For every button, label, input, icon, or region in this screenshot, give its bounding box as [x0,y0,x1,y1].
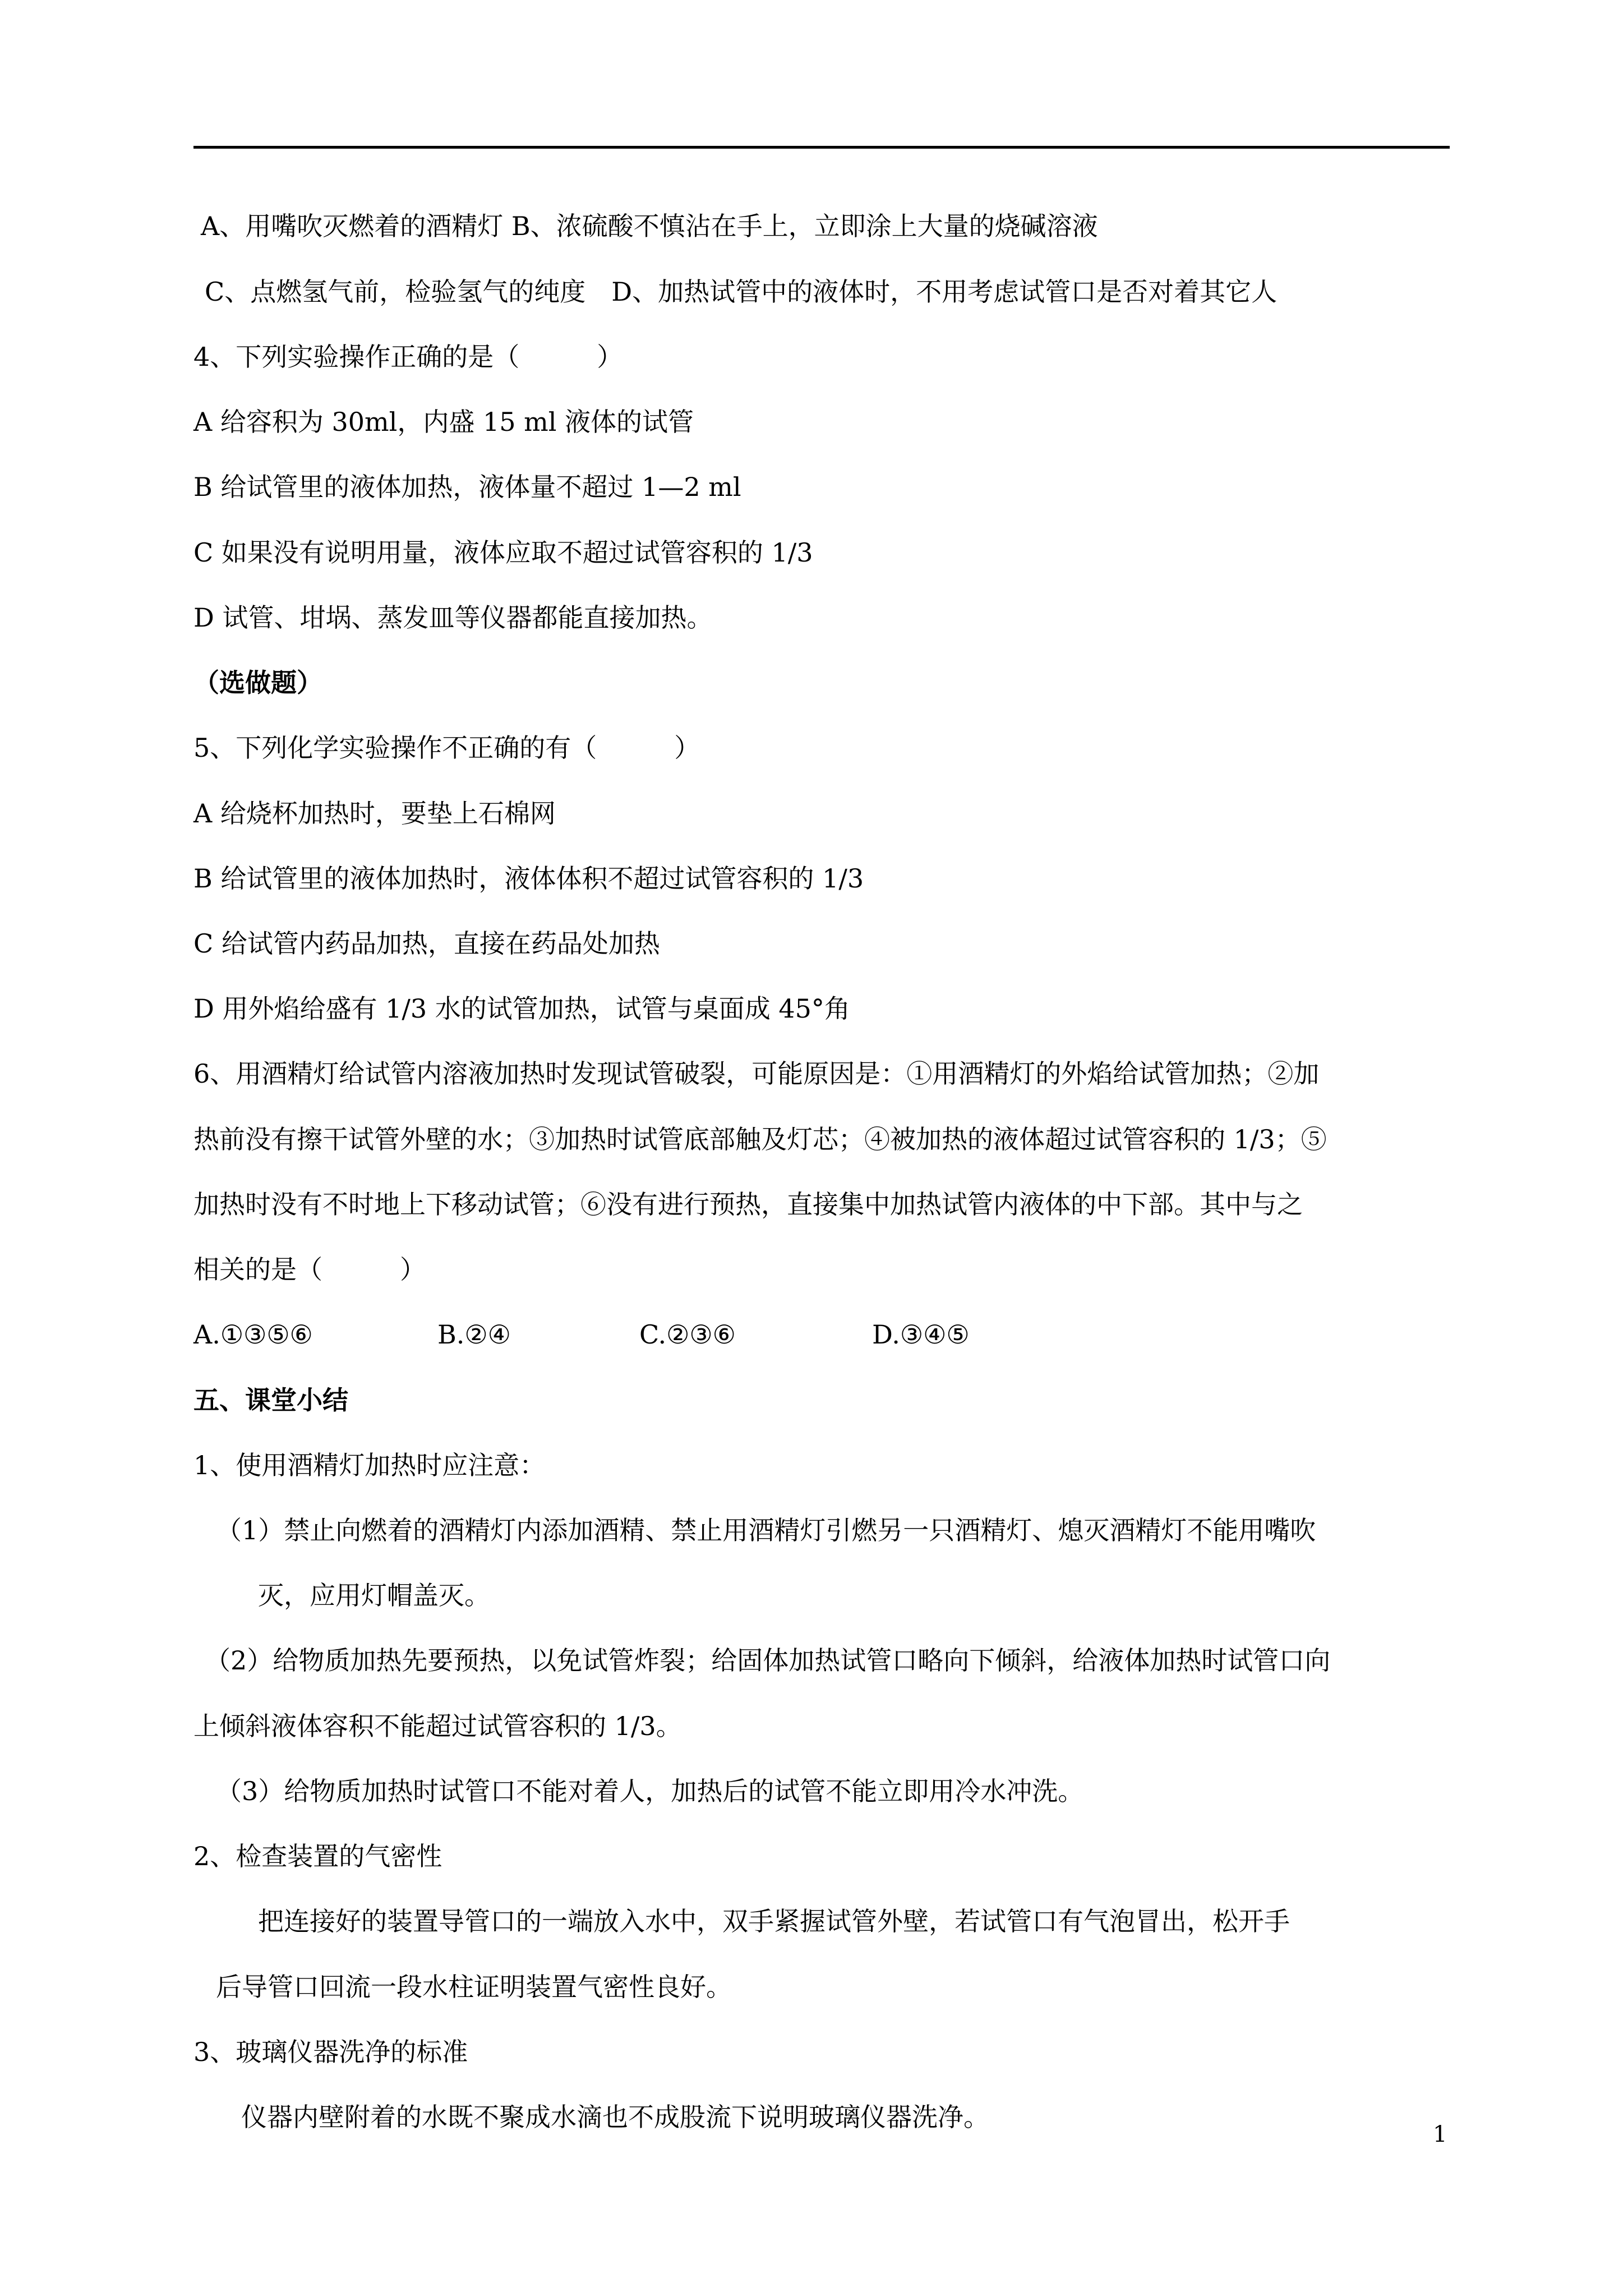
question-4-option-a: A 给容积为 30ml，内盛 15 ml 液体的试管 [193,407,694,437]
summary-item-1-1: （1）禁止向燃着的酒精灯内添加酒精、禁止用酒精灯引燃另一只酒精灯、熄灭酒精灯不能用嘴吹 [216,1515,1316,1545]
question-4-option-c: C 如果没有说明用量，液体应取不超过试管容积的 1/3 [193,537,813,568]
question-4-option-b: B 给试管里的液体加热，液体量不超过 1—2 ml [193,472,741,502]
question-6-stem: 6、用酒精灯给试管内溶液加热时发现试管破裂，可能原因是：①用酒精灯的外焰给试管加热；②加 [193,1059,1320,1089]
summary-item-1-2: （2）给物质加热先要预热，以免试管炸裂；给固体加热试管口略向下倾斜，给液体加热时试管口向 [205,1645,1331,1676]
header-rule [193,146,1450,149]
question-5-option-a: A 给烧杯加热时，要垫上石棉网 [193,798,556,829]
question-6-option-c: C.②③⑥ [639,1319,736,1350]
question-6-stem: 加热时没有不时地上下移动试管；⑥没有进行预热，直接集中加热试管内液体的中下部。其中与之 [193,1189,1303,1220]
summary-item-3-text: 仪器内壁附着的水既不聚成水滴也不成股流下说明玻璃仪器洗净。 [241,2102,989,2132]
question-6-stem: 相关的是（ ） [193,1254,426,1285]
summary-item-2: 2、检查装置的气密性 [193,1841,442,1871]
question-4-stem: 4、下列实验操作正确的是（ ） [193,342,623,372]
question-6-option-a: A.①③⑤⑥ [193,1319,313,1350]
question-6-option-d: D.③④⑤ [872,1319,970,1350]
question-6-stem: 热前没有擦干试管外壁的水；③加热时试管底部触及灯芯；④被加热的液体超过试管容积的 1/3；⑤ [193,1124,1327,1154]
summary-item-3: 3、玻璃仪器洗净的标准 [193,2037,468,2067]
text-line: C、点燃氢气前，检验氢气的纯度 D、加热试管中的液体时，不用考虑试管口是否对着其它人 [205,277,1278,307]
page-number: 1 [1433,2122,1447,2147]
question-5-option-c: C 给试管内药品加热，直接在药品处加热 [193,928,660,959]
question-6-option-b: B.②④ [437,1319,511,1350]
question-5-option-d: D 用外焰给盛有 1/3 水的试管加热，试管与桌面成 45°角 [193,993,850,1024]
question-4-option-d: D 试管、坩埚、蒸发皿等仪器都能直接加热。 [193,602,713,633]
question-5-option-b: B 给试管里的液体加热时，液体体积不超过试管容积的 1/3 [193,863,864,894]
summary-item-2-text: 把连接好的装置导管口的一端放入水中，双手紧握试管外壁，若试管口有气泡冒出，松开手 [258,1906,1290,1936]
summary-item-1: 1、使用酒精灯加热时应注意： [193,1450,546,1480]
summary-item-1-2: 上倾斜液体容积不能超过试管容积的 1/3。 [193,1711,682,1741]
summary-item-1-1: 灭，应用灯帽盖灭。 [258,1580,490,1611]
question-5-stem: 5、下列化学实验操作不正确的有（ ） [193,733,700,763]
text-line: A、用嘴吹灭燃着的酒精灯 B、浓硫酸不慎沾在手上，立即涂上大量的烧碱溶液 [201,211,1098,241]
summary-item-1-3: （3）给物质加热时试管口不能对着人，加热后的试管不能立即用冷水冲洗。 [216,1776,1084,1806]
summary-item-2-text: 后导管口回流一段水柱证明装置气密性良好。 [216,1972,732,2002]
section-heading-summary: 五、课堂小结 [193,1385,348,1415]
section-label-optional: （选做题） [193,668,322,698]
